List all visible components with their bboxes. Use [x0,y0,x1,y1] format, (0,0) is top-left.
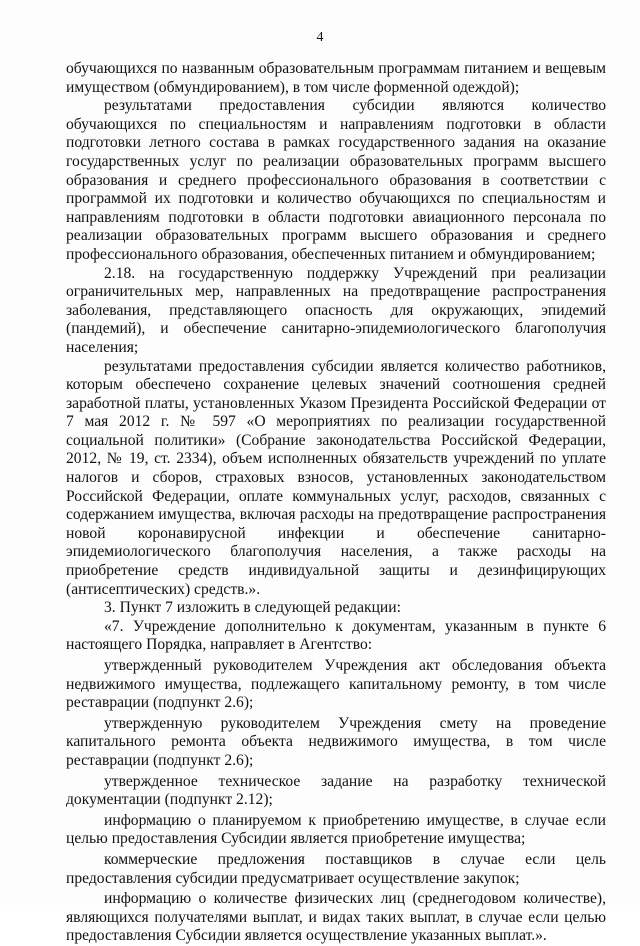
paragraph: утвержденное техническое задание на разработку технической документации (подпункт 2.12); [66,772,606,809]
paragraph: коммерческие предложения поставщиков в случае если цель предоставления субсидии предусматривает осуществление закупок; [66,850,606,887]
paragraph: 2.18. на государственную поддержку Учреждений при реализации ограничительных мер, направленных на предотвращение распространения заболевания, представляющего опасность для окружающих, эпидемий (пандемий), и обеспечение санитарно-эпидемиологического благополучия населения; [66,264,606,356]
document-body [66,60,606,946]
paragraph: обучающихся по названным образовательным программам питанием и вещевым имуществом (обмундированием), в том числе форменной одеждой); [66,60,606,96]
paragraph: результатами предоставления субсидии является количество работников, которым обеспечено сохранение целевых значений соотношения средней заработной платы, установленных Указом Президента Российской Федерации от 7 мая 2012 г. № 597 «О мероприятиях по реализации государственной социальной политики» (Собрание законодательства Российской Федерации, 2012, № 19, ст. 2334), объем исполненных обязательств учреждений по уплате налогов и сборов, страховых взносов, установленных законодательством Российской Федерации, оплате коммунальных услуг, расходов, связанных с содержанием имущества, включая расходы на предотвращение распространения новой коронавирусной инфекции и обеспечение санитарно-эпидемиологического благополучия населения, а также расходы на приобретение средств индивидуальной защиты и дезинфицирующих (антисептических) средств.». [66,357,606,598]
paragraph: результатами предоставления субсидии являются количество обучающихся по специальностям и направлениям подготовки в области подготовки летного состава в рамках государственного задания на оказание государственных услуг по реализации образовательных программ высшего образования и среднего профессионального образования в соответствии с программой их подготовки и количество обучающихся по специальностям и направлениям подготовки в области подготовки авиационного персонала по реализации образовательных программ высшего образования и среднего профессионального образования, обеспеченных питанием и обмундированием; [66,97,606,263]
paragraph: утвержденную руководителем Учреждения смету на проведение капитального ремонта объекта недвижимого имущества, в том числе реставрации (подпункт 2.6); [66,714,606,769]
paragraph: «7. Учреждение дополнительно к документам, указанным в пункте 6 настоящего Порядка, направляет в Агентство: [66,617,606,654]
page-number: 4 [316,30,324,45]
paragraph: 3. Пункт 7 изложить в следующей редакции: [104,599,401,617]
paragraph: утвержденный руководителем Учреждения акт обследования объекта недвижимого имущества, подлежащего капитальному ремонту, в том числе реставрации (подпункт 2.6); [66,657,606,712]
paragraph: информацию о планируемом к приобретению имуществе, в случае если целью предоставления Субсидии является приобретение имущества; [66,811,606,848]
paragraph: информацию о количестве физических лиц (среднегодовом количестве), являющихся получателями выплат, и видах таких выплат, в случае если целью предоставления Субсидии является осуществление указанных выплат.». [66,890,606,945]
